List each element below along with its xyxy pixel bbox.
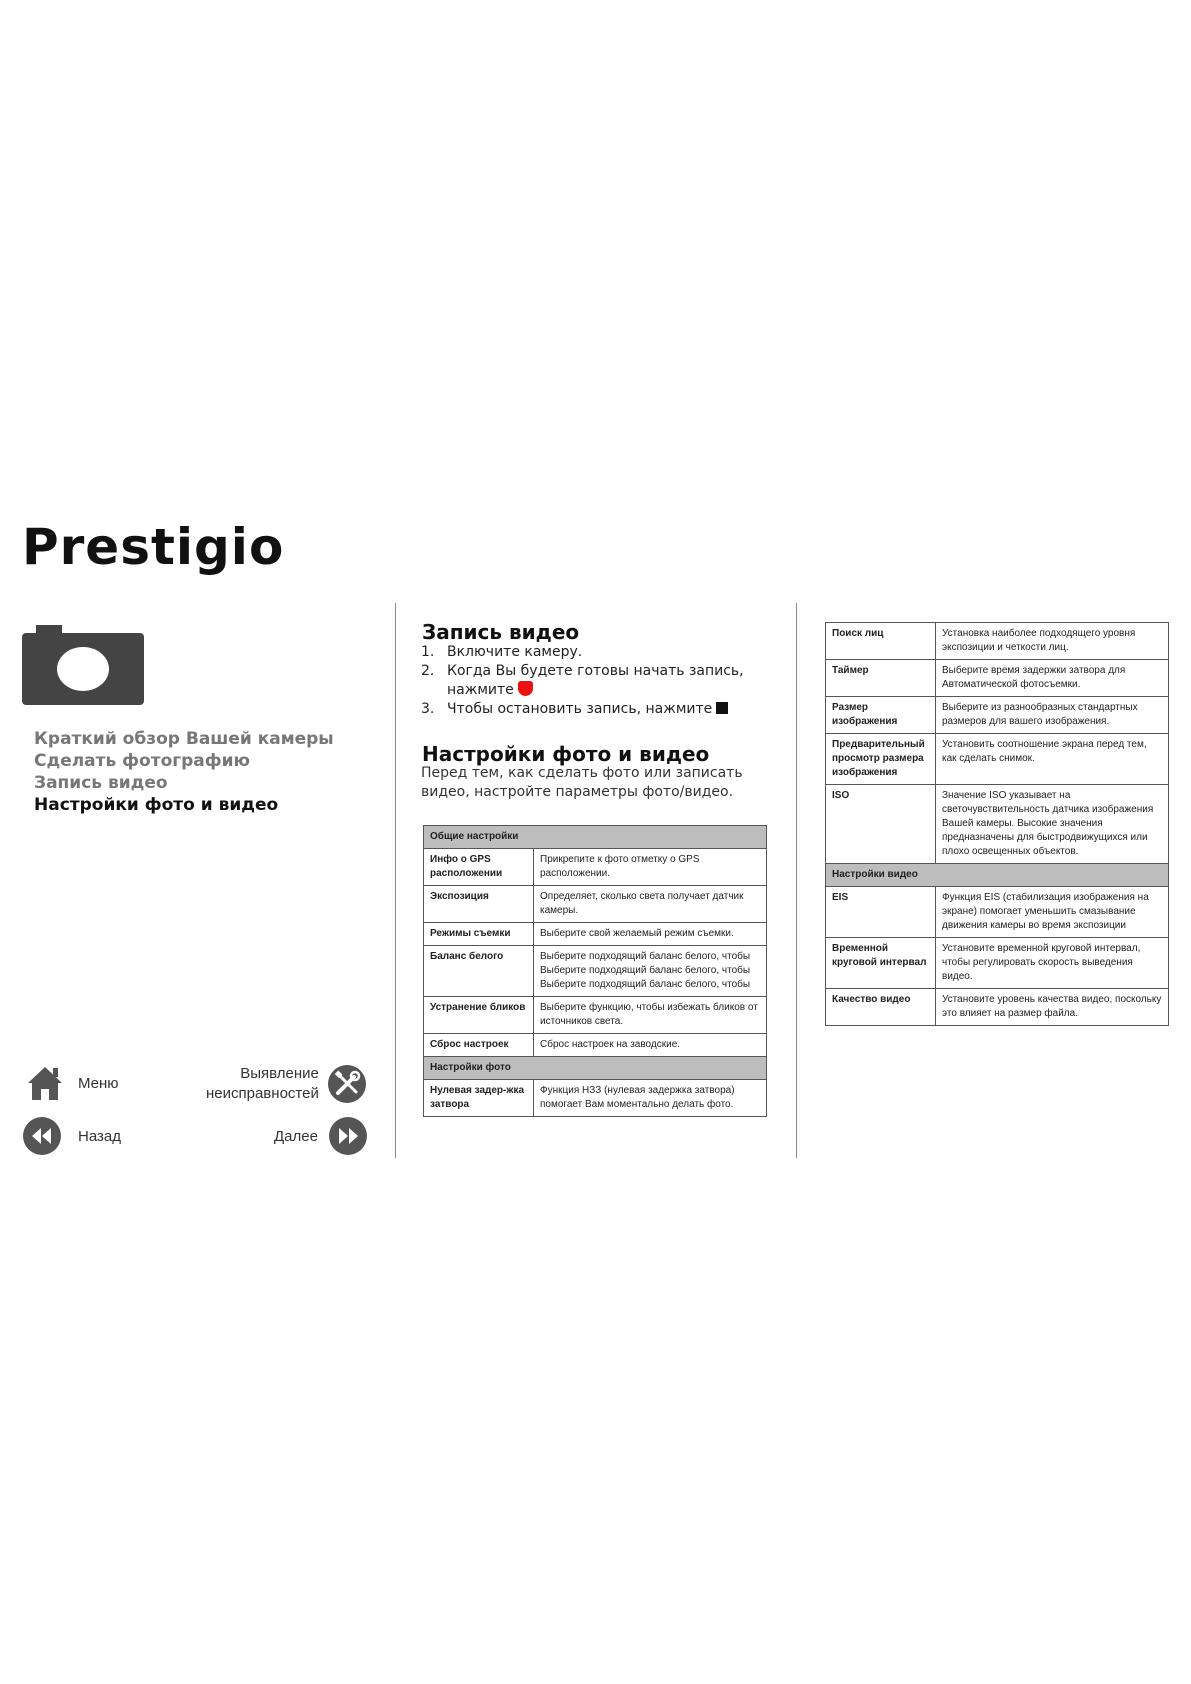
table-header-general: Общие настройки [424,826,767,849]
sidebar-item-take-photo[interactable]: Сделать фотографию [34,751,251,771]
divider-right [796,603,797,1158]
sidebar-nav [34,728,334,816]
settings-intro: Перед тем, как сделать фото или записать видео, настройте параметры фото/видео. [421,765,743,800]
divider-left [395,603,396,1158]
table-row: Устранение бликов Выберите функцию, чтобы избежать бликов от источников света. [424,997,767,1034]
tools-icon [327,1064,367,1104]
table-row: Баланс белого Выберите подходящий баланс белого, чтобы Выберите подходящий баланс белого, чтобы Выберите подходящий баланс белого, чтобы [424,946,767,997]
table-row: Инфо о GPS расположении Прикрепите к фото отметку о GPS расположении. [424,849,767,886]
table-row: Размер изображения Выберите из разнообразных стандартных размеров для вашего изображения. [826,697,1169,734]
sidebar-item-settings[interactable]: Настройки фото и видео [34,795,279,815]
settings-title: Настройки фото и видео [422,742,710,766]
record-icon [518,681,533,696]
table-row: Качество видео Установите уровень качества видео, поскольку это влияет на размер файла. [826,989,1169,1026]
table-row: Временной круговой интервал Установите временной круговой интервал, чтобы регулировать скорость выведения видео. [826,938,1169,989]
rewind-icon [22,1116,62,1156]
next-label: Далее [274,1127,318,1145]
table-row: Нулевая задер-жка затвора Функция НЗЗ (нулевая задержка затвора) помогает Вам моментально делать фото. [424,1080,767,1117]
prestigio-logo: Prestigio [22,518,285,576]
home-icon [22,1063,68,1103]
step-item: 1. Включите камеру. [421,644,583,660]
troubleshoot-button[interactable] [206,1064,367,1104]
table-row: Режимы съемки Выберите свой желаемый режим съемки. [424,923,767,946]
table-row: Экспозиция Определяет, сколько света получает датчик камеры. [424,886,767,923]
table-header-video: Настройки видео [826,864,1169,887]
step-item: 3. Чтобы остановить запись, нажмите [421,700,751,719]
table-row: EIS Функция EIS (стабилизация изображения на экране) помогает уменьшить смазывание движения камеры во время экспозиции [826,887,1169,938]
back-label: Назад [78,1127,121,1145]
stop-icon [716,702,728,714]
step-item: 2. Когда Вы будете готовы начать запись, нажмите [421,663,744,698]
sidebar-item-record-video[interactable]: Запись видео [34,773,168,793]
table-row: Предварительный просмотр размера изображения Установить соотношение экрана перед тем, как сделать снимок. [826,734,1169,785]
back-button[interactable] [22,1116,121,1156]
camera-icon [22,625,144,705]
fast-forward-icon [328,1116,368,1156]
troubleshoot-label-line1: Выявление [240,1065,319,1082]
table-row: Сброс настроек Сброс настроек на заводские. [424,1034,767,1057]
menu-label: Меню [78,1074,119,1092]
menu-button[interactable] [22,1063,119,1103]
settings-table-general [423,825,767,1117]
table-header-photo: Настройки фото [424,1057,767,1080]
table-row: Таймер Выберите время задержки затвора для Автоматической фотосъемки. [826,660,1169,697]
table-row: ISO Значение ISO указывает на светочувствительность датчика изображения Вашей камеры. Высокие значения предназначены для быстродвижущихся или плохо освещенных объектов. [826,785,1169,864]
table-row: Поиск лиц Установка наиболее подходящего уровня экспозиции и четкости лиц. [826,623,1169,660]
settings-table-photo-video [825,622,1169,1026]
troubleshoot-label-line2: неисправностей [206,1085,319,1102]
recording-title: Запись видео [422,620,580,644]
next-button[interactable] [274,1116,368,1156]
recording-steps [421,643,751,719]
sidebar-item-overview[interactable]: Краткий обзор Вашей камеры [34,729,334,749]
